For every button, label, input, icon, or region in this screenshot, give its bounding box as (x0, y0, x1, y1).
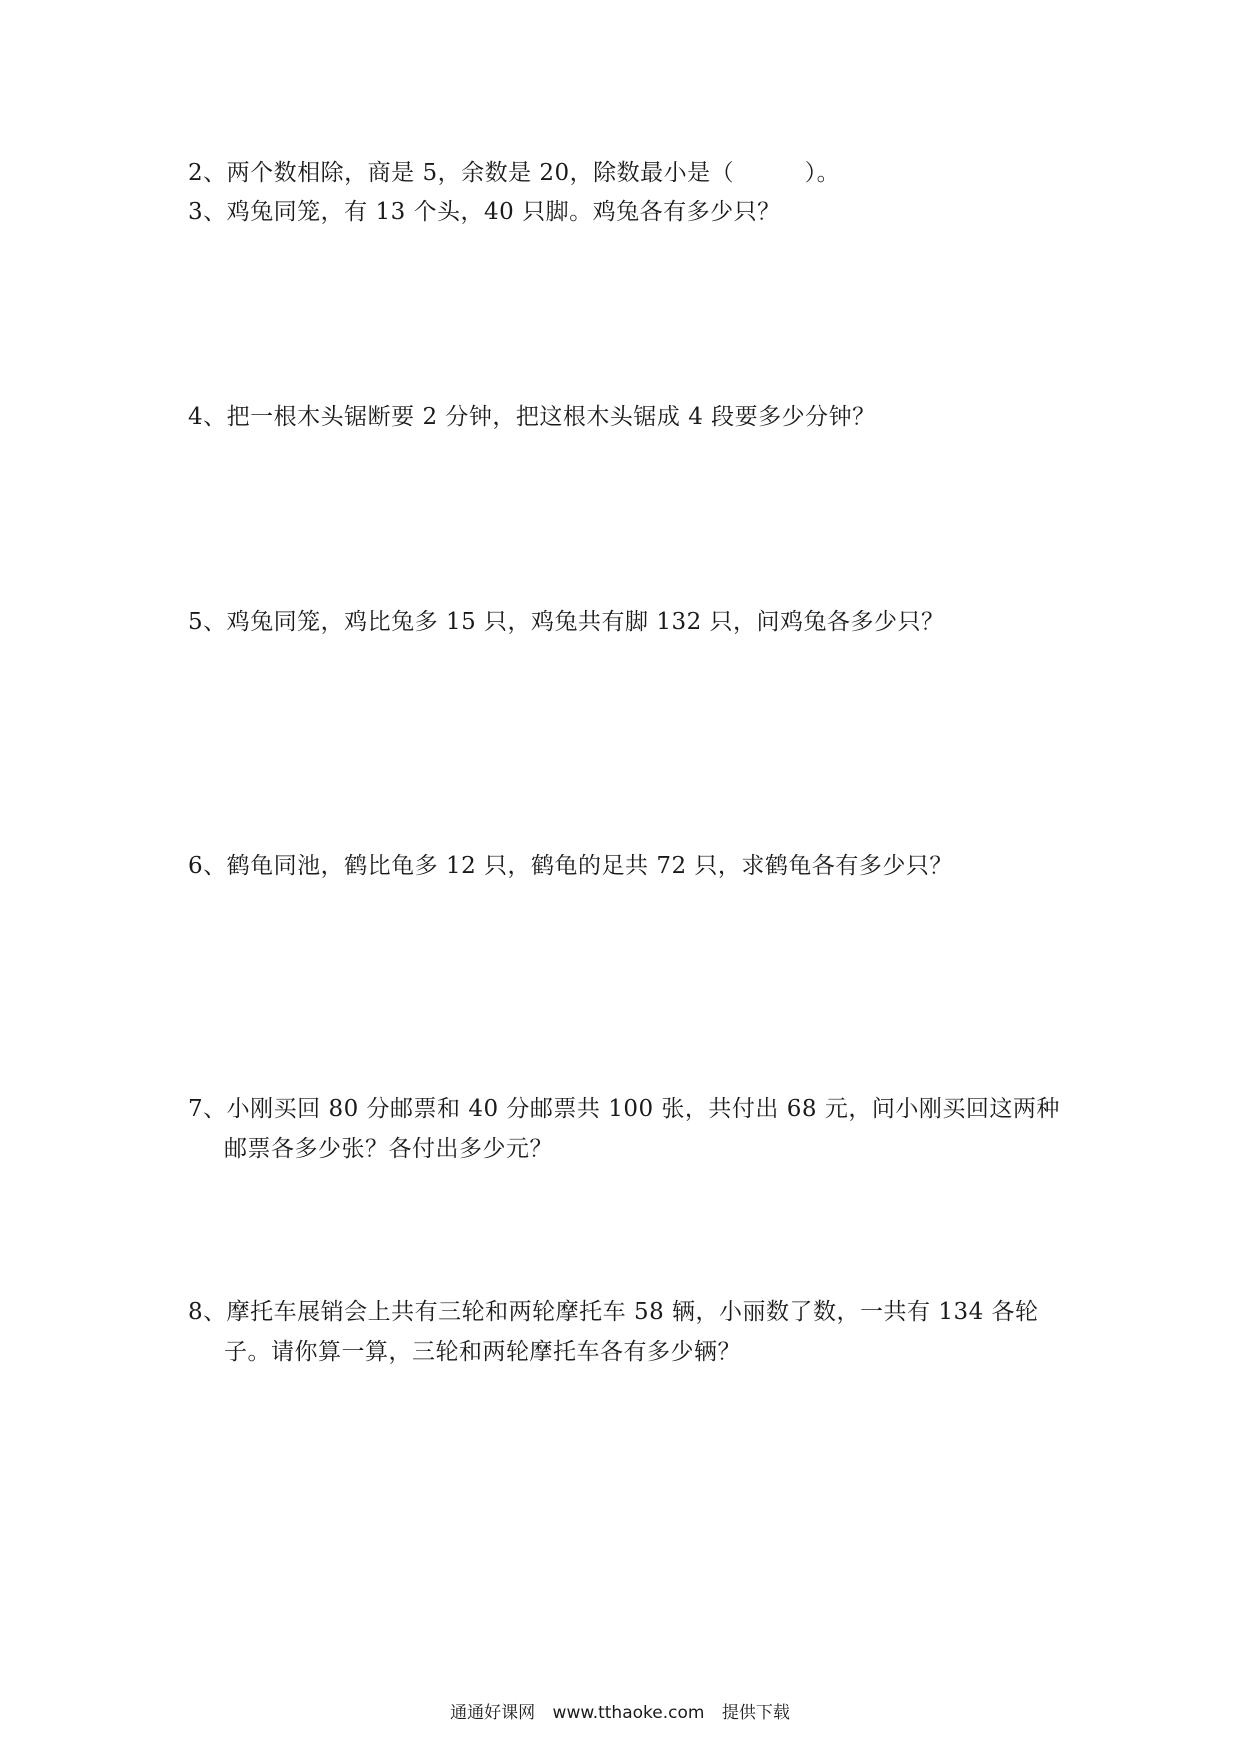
question-3-line-1: 3、鸡兔同笼，有 13 个头，40 只脚。鸡兔各有多少只？ (188, 199, 781, 225)
question-7-line-2: 邮票各多少张？各付出多少元？ (224, 1136, 553, 1162)
question-5 (188, 602, 1068, 642)
footer-suffix: 提供下载 (721, 1703, 790, 1723)
question-6 (188, 846, 1068, 886)
question-8-line-1: 8、摩托车展销会上共有三轮和两轮摩托车 58 辆，小丽数了数，一共有 134 各轮 (188, 1299, 1039, 1325)
question-2 (188, 153, 1068, 193)
question-6-line-1: 6、鹤龟同池，鹤比龟多 12 只，鹤龟的足共 72 只，求鹤龟各有多少只？ (188, 853, 953, 879)
question-5-line-1: 5、鸡兔同笼，鸡比兔多 15 只，鸡兔共有脚 132 只，问鸡兔各多少只？ (188, 609, 945, 635)
question-8 (188, 1292, 1068, 1372)
question-3 (188, 192, 1068, 232)
question-2-line-1: 2、两个数相除，商是 5，余数是 20，除数最小是（ ）。 (188, 160, 841, 186)
question-4 (188, 397, 1068, 437)
question-8-line-2: 子。请你算一算，三轮和两轮摩托车各有多少辆？ (224, 1339, 741, 1365)
page-footer (0, 1698, 1240, 1723)
footer-url: www.tthaoke.com (552, 1703, 705, 1723)
question-7 (188, 1089, 1068, 1169)
footer-site-name: 通通好课网 (450, 1703, 536, 1723)
question-7-line-1: 7、小刚买回 80 分邮票和 40 分邮票共 100 张，共付出 68 元，问小刚买回这两种 (188, 1096, 1060, 1122)
question-4-line-1: 4、把一根木头锯断要 2 分钟，把这根木头锯成 4 段要多少分钟？ (188, 404, 876, 430)
